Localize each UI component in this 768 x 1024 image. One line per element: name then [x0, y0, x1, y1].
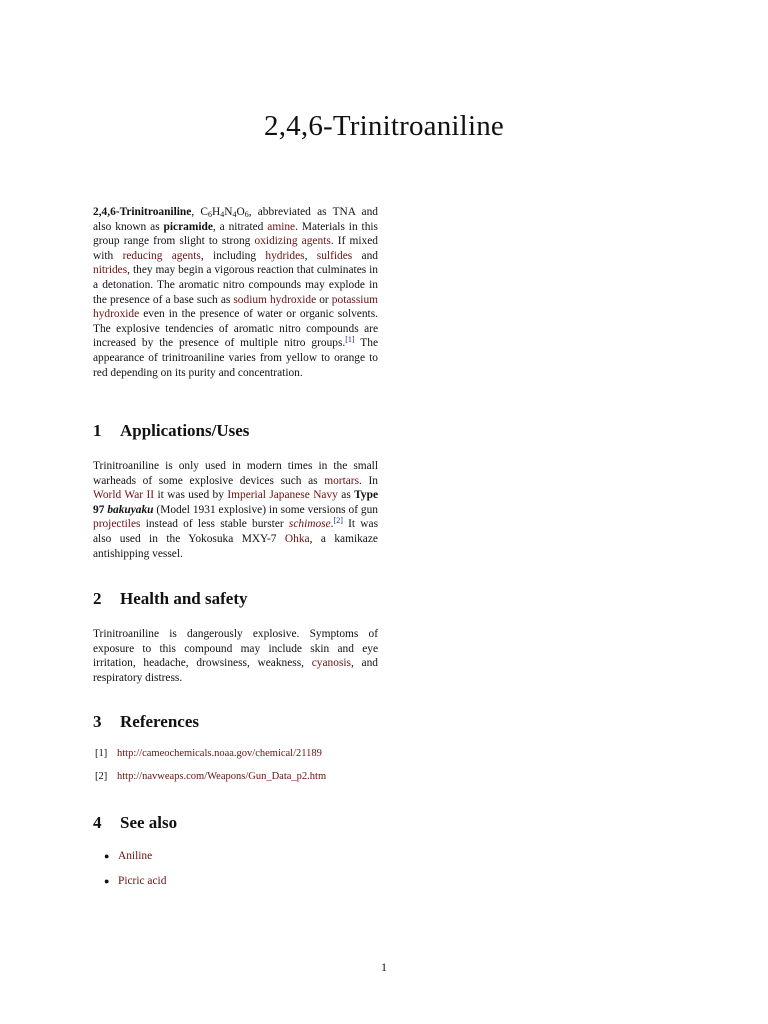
compound-name: 2,4,6-Trinitroaniline	[93, 206, 192, 218]
reference-label: [1]	[95, 748, 108, 759]
reference-link[interactable]: http://navweaps.com/Weapons/Gun_Data_p2.htm	[117, 770, 327, 782]
page-number: 1	[381, 960, 387, 974]
chemical-formula: $C_6H_4N_4O_6$	[200, 206, 249, 219]
references-list	[95, 748, 395, 793]
link-imperial-japanese-navy[interactable]: Imperial Japanese Navy	[227, 489, 338, 502]
section-heading-health: 2 Health and safety	[93, 589, 248, 608]
link-sodium-hydroxide[interactable]: sodium hydroxide	[233, 293, 317, 306]
bullet-icon: ●	[104, 876, 110, 886]
reference-item	[95, 748, 395, 771]
reference-link[interactable]: http://cameochemicals.noaa.gov/chemical/21189	[117, 748, 322, 759]
link-ohka[interactable]: Ohka	[284, 532, 310, 545]
link-picric-acid[interactable]: Picric acid	[118, 875, 167, 887]
link-aniline[interactable]: Aniline	[118, 850, 153, 862]
page-title: 2,4,6-Trinitroaniline	[264, 110, 504, 142]
intro-paragraph: 2,4,6-Trinitroaniline, $C_6H_4N_4O_6$, abbreviated as TNA and also known as picramide, a nitrated amine. Materials in this group range from slight to strong oxidizing agents. If mixed with reducing agents, including hydrides, sulfides and nitrides, they may begin a vigorous reaction that culminates in a detonation. The aromatic nitro compounds may explode in the presence of a base such as sodium hydroxide or potassium hydroxide even in the presence of water or organic solvents. The explosive tendencies of aromatic nitro compounds are increased by the presence of multiple nitro groups.[1] The appearance of trinitroaniline varies from yellow to orange to red depending on its purity and concentration.	[93, 206, 378, 379]
list-item	[104, 875, 166, 900]
link-hydrides[interactable]: hydrides	[265, 249, 305, 262]
link-projectiles[interactable]: projectiles	[93, 518, 141, 531]
citation-2[interactable]: [2]	[333, 516, 343, 526]
link-world-war-ii[interactable]: World War II	[93, 489, 155, 502]
link-nitrides[interactable]: nitrides	[93, 264, 128, 277]
intro-paragraph-container	[93, 205, 378, 380]
link-sulfides[interactable]: sulfides	[316, 249, 353, 262]
applications-paragraph: Trinitroaniline is only used in modern times in the small warheads of some explosive devices such as mortars. In World War II it was used by Imperial Japanese Navy as Type 97 bakuyaku (Model 1931 explosive) in some versions of gun projectiles instead of less stable burster schimose.[2] It was also used in the Yokosuka MXY-7 Ohka, a kamikaze antishipping vessel.	[93, 460, 379, 560]
reference-item	[95, 771, 395, 794]
applications-container	[93, 459, 378, 561]
section-heading-see-also: 4 See also	[93, 813, 178, 832]
health-paragraph: Trinitroaniline is dangerously explosive. Symptoms of exposure to this compound may include skin and eye irritation, headache, drowsiness, weakness, cyanosis, and respiratory distress.	[93, 628, 378, 684]
link-potassium-hydroxide[interactable]: potassium hydroxide	[93, 293, 378, 321]
link-reducing-agents[interactable]: reducing agents	[122, 249, 201, 262]
link-cyanosis[interactable]: cyanosis	[311, 657, 351, 670]
health-container	[93, 627, 378, 685]
type-97-label: Type 97 bakuyaku	[93, 489, 378, 516]
reference-label: [2]	[95, 770, 108, 782]
section-heading-references: 3 References	[93, 712, 199, 731]
link-amine[interactable]: amine	[267, 220, 296, 233]
link-mortars[interactable]: mortars	[324, 474, 360, 487]
link-oxidizing-agents[interactable]: oxidizing agents	[254, 235, 331, 248]
alias-name: picramide	[163, 220, 213, 233]
list-item	[104, 850, 166, 875]
bullet-icon: ●	[104, 851, 110, 861]
section-heading-applications: 1 Applications/Uses	[93, 421, 250, 440]
see-also-list	[104, 850, 166, 900]
link-schimose[interactable]: schimose	[288, 518, 331, 531]
citation-1[interactable]: [1]	[345, 335, 355, 345]
